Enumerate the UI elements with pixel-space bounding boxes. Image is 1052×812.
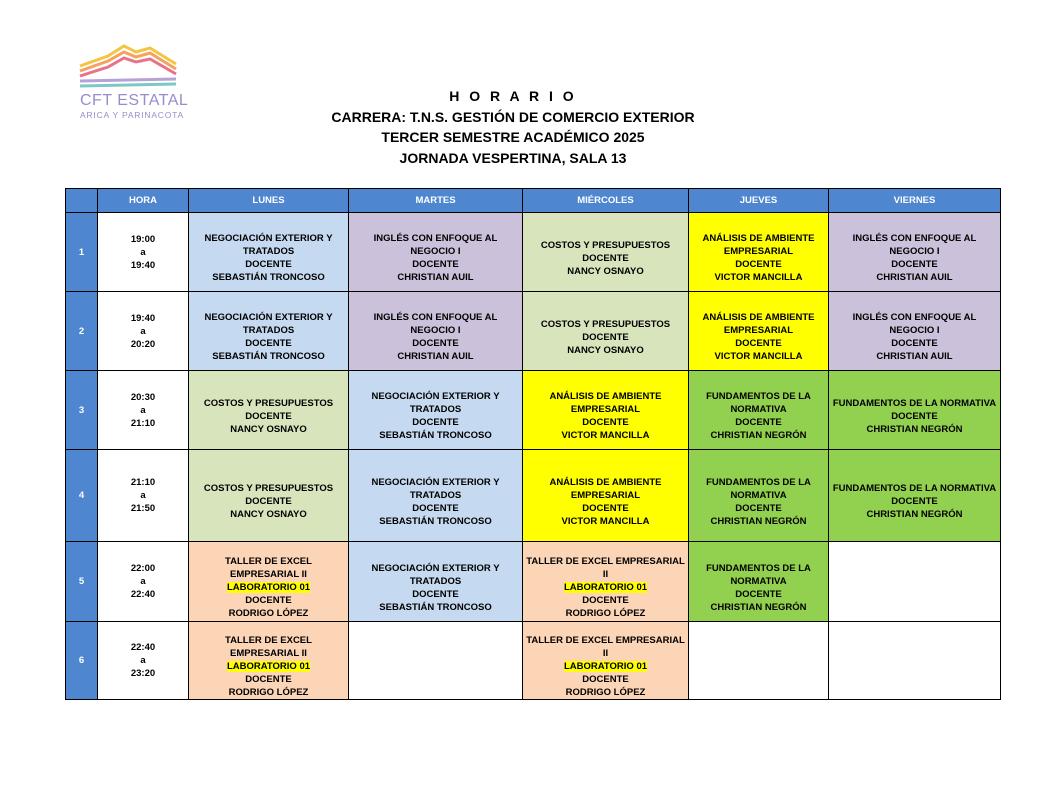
period-number: 3 — [66, 371, 98, 450]
lab-room-highlight: LABORATORIO 01 — [226, 661, 311, 672]
course-name: INGLÉS CON ENFOQUE AL NEGOCIO I — [852, 312, 977, 336]
teacher-label: DOCENTE — [582, 502, 629, 514]
course-name: TALLER DE EXCEL EMPRESARIAL II — [225, 635, 312, 659]
table-header-row — [66, 189, 1001, 213]
period-time — [98, 292, 189, 371]
time-end: 23:20 — [130, 668, 156, 679]
course-name: FUNDAMENTOS DE LA NORMATIVA — [706, 562, 811, 587]
class-cell-viernes — [829, 213, 1001, 292]
course-name: COSTOS Y PRESUPUESTOS — [203, 483, 334, 494]
course-name: TALLER DE EXCEL EMPRESARIAL II — [225, 556, 312, 580]
teacher-name: VICTOR MANCILLA — [561, 430, 650, 441]
period-number: 5 — [66, 542, 98, 622]
course-name: FUNDAMENTOS DE LA NORMATIVA — [706, 391, 811, 415]
class-cell-lunes — [189, 371, 349, 450]
teacher-name: SEBASTIÁN TRONCOSO — [379, 601, 492, 613]
teacher-label: DOCENTE — [891, 338, 938, 349]
class-cell-martes — [349, 213, 523, 292]
class-cell-viernes — [829, 542, 1001, 622]
teacher-name: CHRISTIAN AUIL — [397, 272, 474, 283]
class-cell-jueves — [689, 371, 829, 450]
time-end: 21:10 — [130, 417, 156, 429]
teacher-label: DOCENTE — [412, 502, 459, 514]
course-name: ANÁLISIS DE AMBIENTE EMPRESARIAL — [549, 391, 662, 415]
class-cell-martes — [349, 371, 523, 450]
teacher-label: DOCENTE — [412, 588, 459, 600]
teacher-label: DOCENTE — [735, 588, 782, 600]
teacher-label: DOCENTE — [245, 410, 292, 422]
teacher-name: CHRISTIAN NEGRÓN — [866, 509, 963, 520]
lab-room — [191, 581, 346, 594]
period-time — [98, 371, 189, 450]
lab-room-highlight: LABORATORIO 01 — [563, 661, 648, 672]
period-time — [98, 622, 189, 700]
teacher-label: DOCENTE — [582, 417, 629, 428]
schedule-body — [66, 213, 1001, 700]
course-name: FUNDAMENTOS DE LA NORMATIVA — [706, 476, 811, 501]
course-name: TALLER DE EXCEL EMPRESARIAL II — [526, 635, 685, 659]
column-header-lunes: LUNES — [189, 189, 349, 213]
course-name: NEGOCIACIÓN EXTERIOR Y TRATADOS — [371, 562, 500, 587]
course-name: NEGOCIACIÓN EXTERIOR Y TRATADOS — [371, 476, 500, 501]
class-cell-lunes — [189, 450, 349, 542]
time-sep: a — [140, 490, 146, 501]
teacher-label: DOCENTE — [412, 338, 459, 349]
teacher-name: SEBASTIÁN TRONCOSO — [212, 272, 325, 283]
teacher-label: DOCENTE — [412, 259, 459, 270]
document-header — [280, 86, 746, 168]
teacher-label: DOCENTE — [245, 338, 292, 349]
teacher-label: DOCENTE — [735, 338, 782, 349]
lab-room — [525, 581, 686, 594]
column-header-hora: HORA — [98, 189, 189, 213]
teacher-name: RODRIGO LÓPEZ — [228, 687, 309, 698]
time-start: 22:40 — [130, 642, 156, 653]
teacher-label: DOCENTE — [582, 674, 629, 685]
table-row — [66, 450, 1001, 542]
teacher-name: NANCY OSNAYO — [567, 344, 644, 356]
lab-room-highlight: LABORATORIO 01 — [226, 582, 311, 593]
institution-logo — [78, 42, 188, 122]
class-cell-viernes — [829, 622, 1001, 700]
class-cell-martes — [349, 622, 523, 700]
column-header-martes: MARTES — [349, 189, 523, 213]
time-sep: a — [140, 325, 146, 337]
header-schedule-room: JORNADA VESPERTINA, SALA 13 — [399, 149, 627, 166]
teacher-name: VICTOR MANCILLA — [714, 272, 803, 283]
course-name: ANÁLISIS DE AMBIENTE EMPRESARIAL — [702, 233, 815, 257]
course-name: INGLÉS CON ENFOQUE AL NEGOCIO I — [373, 312, 498, 336]
time-start: 21:10 — [130, 477, 156, 488]
teacher-label: DOCENTE — [412, 417, 459, 428]
table-row — [66, 213, 1001, 292]
teacher-name: CHRISTIAN AUIL — [397, 351, 474, 362]
class-cell-miercoles — [523, 213, 689, 292]
teacher-name: SEBASTIÁN TRONCOSO — [379, 515, 492, 527]
teacher-label: DOCENTE — [891, 410, 938, 422]
time-sep: a — [140, 404, 146, 416]
class-cell-lunes — [189, 542, 349, 622]
period-time — [98, 450, 189, 542]
teacher-name: CHRISTIAN AUIL — [876, 351, 953, 362]
schedule-table — [65, 188, 1001, 700]
class-cell-miercoles — [523, 292, 689, 371]
class-cell-miercoles — [523, 450, 689, 542]
column-header-viernes: VIERNES — [829, 189, 1001, 213]
time-end: 22:40 — [130, 589, 156, 600]
period-number: 4 — [66, 450, 98, 542]
header-career: CARRERA: T.N.S. GESTIÓN DE COMERCIO EXTERIOR — [331, 108, 695, 125]
column-header-miercoles: MIÉRCOLES — [523, 189, 689, 213]
period-number: 1 — [66, 213, 98, 292]
teacher-name: VICTOR MANCILLA — [714, 351, 803, 362]
class-cell-viernes — [829, 450, 1001, 542]
time-sep: a — [140, 576, 146, 587]
class-cell-martes — [349, 542, 523, 622]
class-cell-miercoles — [523, 542, 689, 622]
time-sep: a — [140, 655, 146, 666]
class-cell-jueves — [689, 622, 829, 700]
course-name: NEGOCIACIÓN EXTERIOR Y TRATADOS — [371, 391, 500, 415]
teacher-name: CHRISTIAN NEGRÓN — [710, 515, 807, 527]
teacher-label: DOCENTE — [735, 417, 782, 428]
teacher-name: SEBASTIÁN TRONCOSO — [379, 430, 492, 441]
class-cell-martes — [349, 292, 523, 371]
course-name: COSTOS Y PRESUPUESTOS — [203, 397, 334, 409]
course-name: NEGOCIACIÓN EXTERIOR Y TRATADOS — [204, 312, 333, 336]
logo-subtitle: ARICA Y PARINACOTA — [80, 110, 184, 120]
teacher-label: DOCENTE — [891, 259, 938, 270]
column-header-jueves: JUEVES — [689, 189, 829, 213]
course-name: FUNDAMENTOS DE LA NORMATIVA — [832, 397, 997, 409]
table-row — [66, 292, 1001, 371]
course-name: TALLER DE EXCEL EMPRESARIAL II — [526, 556, 685, 580]
table-row — [66, 371, 1001, 450]
mountain-logo-icon — [78, 42, 178, 90]
class-cell-jueves — [689, 213, 829, 292]
teacher-name: NANCY OSNAYO — [230, 423, 307, 435]
course-name: ANÁLISIS DE AMBIENTE EMPRESARIAL — [549, 476, 662, 501]
class-cell-viernes — [829, 371, 1001, 450]
teacher-label: DOCENTE — [245, 259, 292, 270]
class-cell-lunes — [189, 292, 349, 371]
time-start: 20:30 — [130, 391, 156, 403]
class-cell-jueves — [689, 292, 829, 371]
time-end: 19:40 — [130, 259, 156, 271]
lab-room-highlight: LABORATORIO 01 — [563, 582, 648, 593]
course-name: ANÁLISIS DE AMBIENTE EMPRESARIAL — [702, 312, 815, 336]
teacher-label: DOCENTE — [582, 595, 629, 606]
teacher-name: RODRIGO LÓPEZ — [565, 687, 646, 698]
lab-room — [191, 660, 346, 673]
teacher-label: DOCENTE — [735, 502, 782, 514]
time-start: 22:00 — [130, 563, 156, 574]
teacher-label: DOCENTE — [582, 331, 629, 343]
time-start: 19:40 — [130, 312, 156, 324]
class-cell-miercoles — [523, 622, 689, 700]
class-cell-jueves — [689, 450, 829, 542]
period-time — [98, 213, 189, 292]
teacher-name: CHRISTIAN NEGRÓN — [866, 423, 963, 435]
period-number: 2 — [66, 292, 98, 371]
teacher-name: RODRIGO LÓPEZ — [228, 608, 309, 619]
time-end: 20:20 — [130, 338, 156, 350]
teacher-name: CHRISTIAN AUIL — [876, 272, 953, 283]
teacher-name: NANCY OSNAYO — [230, 509, 307, 520]
time-sep: a — [140, 246, 146, 258]
course-name: INGLÉS CON ENFOQUE AL NEGOCIO I — [852, 233, 977, 257]
teacher-label: DOCENTE — [891, 496, 938, 507]
teacher-label: DOCENTE — [245, 674, 292, 685]
teacher-name: SEBASTIÁN TRONCOSO — [212, 351, 325, 362]
teacher-name: VICTOR MANCILLA — [561, 515, 650, 527]
course-name: INGLÉS CON ENFOQUE AL NEGOCIO I — [373, 233, 498, 257]
teacher-name: RODRIGO LÓPEZ — [565, 608, 646, 619]
teacher-name: NANCY OSNAYO — [567, 265, 644, 277]
course-name: COSTOS Y PRESUPUESTOS — [540, 318, 671, 330]
header-title: H O R A R I O — [449, 88, 577, 104]
class-cell-martes — [349, 450, 523, 542]
time-end: 21:50 — [130, 503, 156, 514]
period-time — [98, 542, 189, 622]
table-row — [66, 542, 1001, 622]
course-name: COSTOS Y PRESUPUESTOS — [540, 239, 671, 251]
class-cell-lunes — [189, 622, 349, 700]
teacher-label: DOCENTE — [245, 496, 292, 507]
teacher-label: DOCENTE — [582, 252, 629, 264]
class-cell-viernes — [829, 292, 1001, 371]
teacher-label: DOCENTE — [735, 259, 782, 270]
course-name: FUNDAMENTOS DE LA NORMATIVA — [832, 483, 997, 494]
teacher-name: CHRISTIAN NEGRÓN — [710, 430, 807, 441]
period-number: 6 — [66, 622, 98, 700]
teacher-name: CHRISTIAN NEGRÓN — [710, 601, 807, 613]
table-row — [66, 622, 1001, 700]
time-start: 19:00 — [130, 233, 156, 245]
class-cell-jueves — [689, 542, 829, 622]
teacher-label: DOCENTE — [245, 595, 292, 606]
header-blank — [66, 189, 98, 213]
course-name: NEGOCIACIÓN EXTERIOR Y TRATADOS — [204, 233, 333, 257]
class-cell-lunes — [189, 213, 349, 292]
lab-room — [525, 660, 686, 673]
class-cell-miercoles — [523, 371, 689, 450]
logo-name: CFT ESTATAL — [80, 92, 189, 109]
header-semester: TERCER SEMESTRE ACADÉMICO 2025 — [381, 129, 645, 145]
